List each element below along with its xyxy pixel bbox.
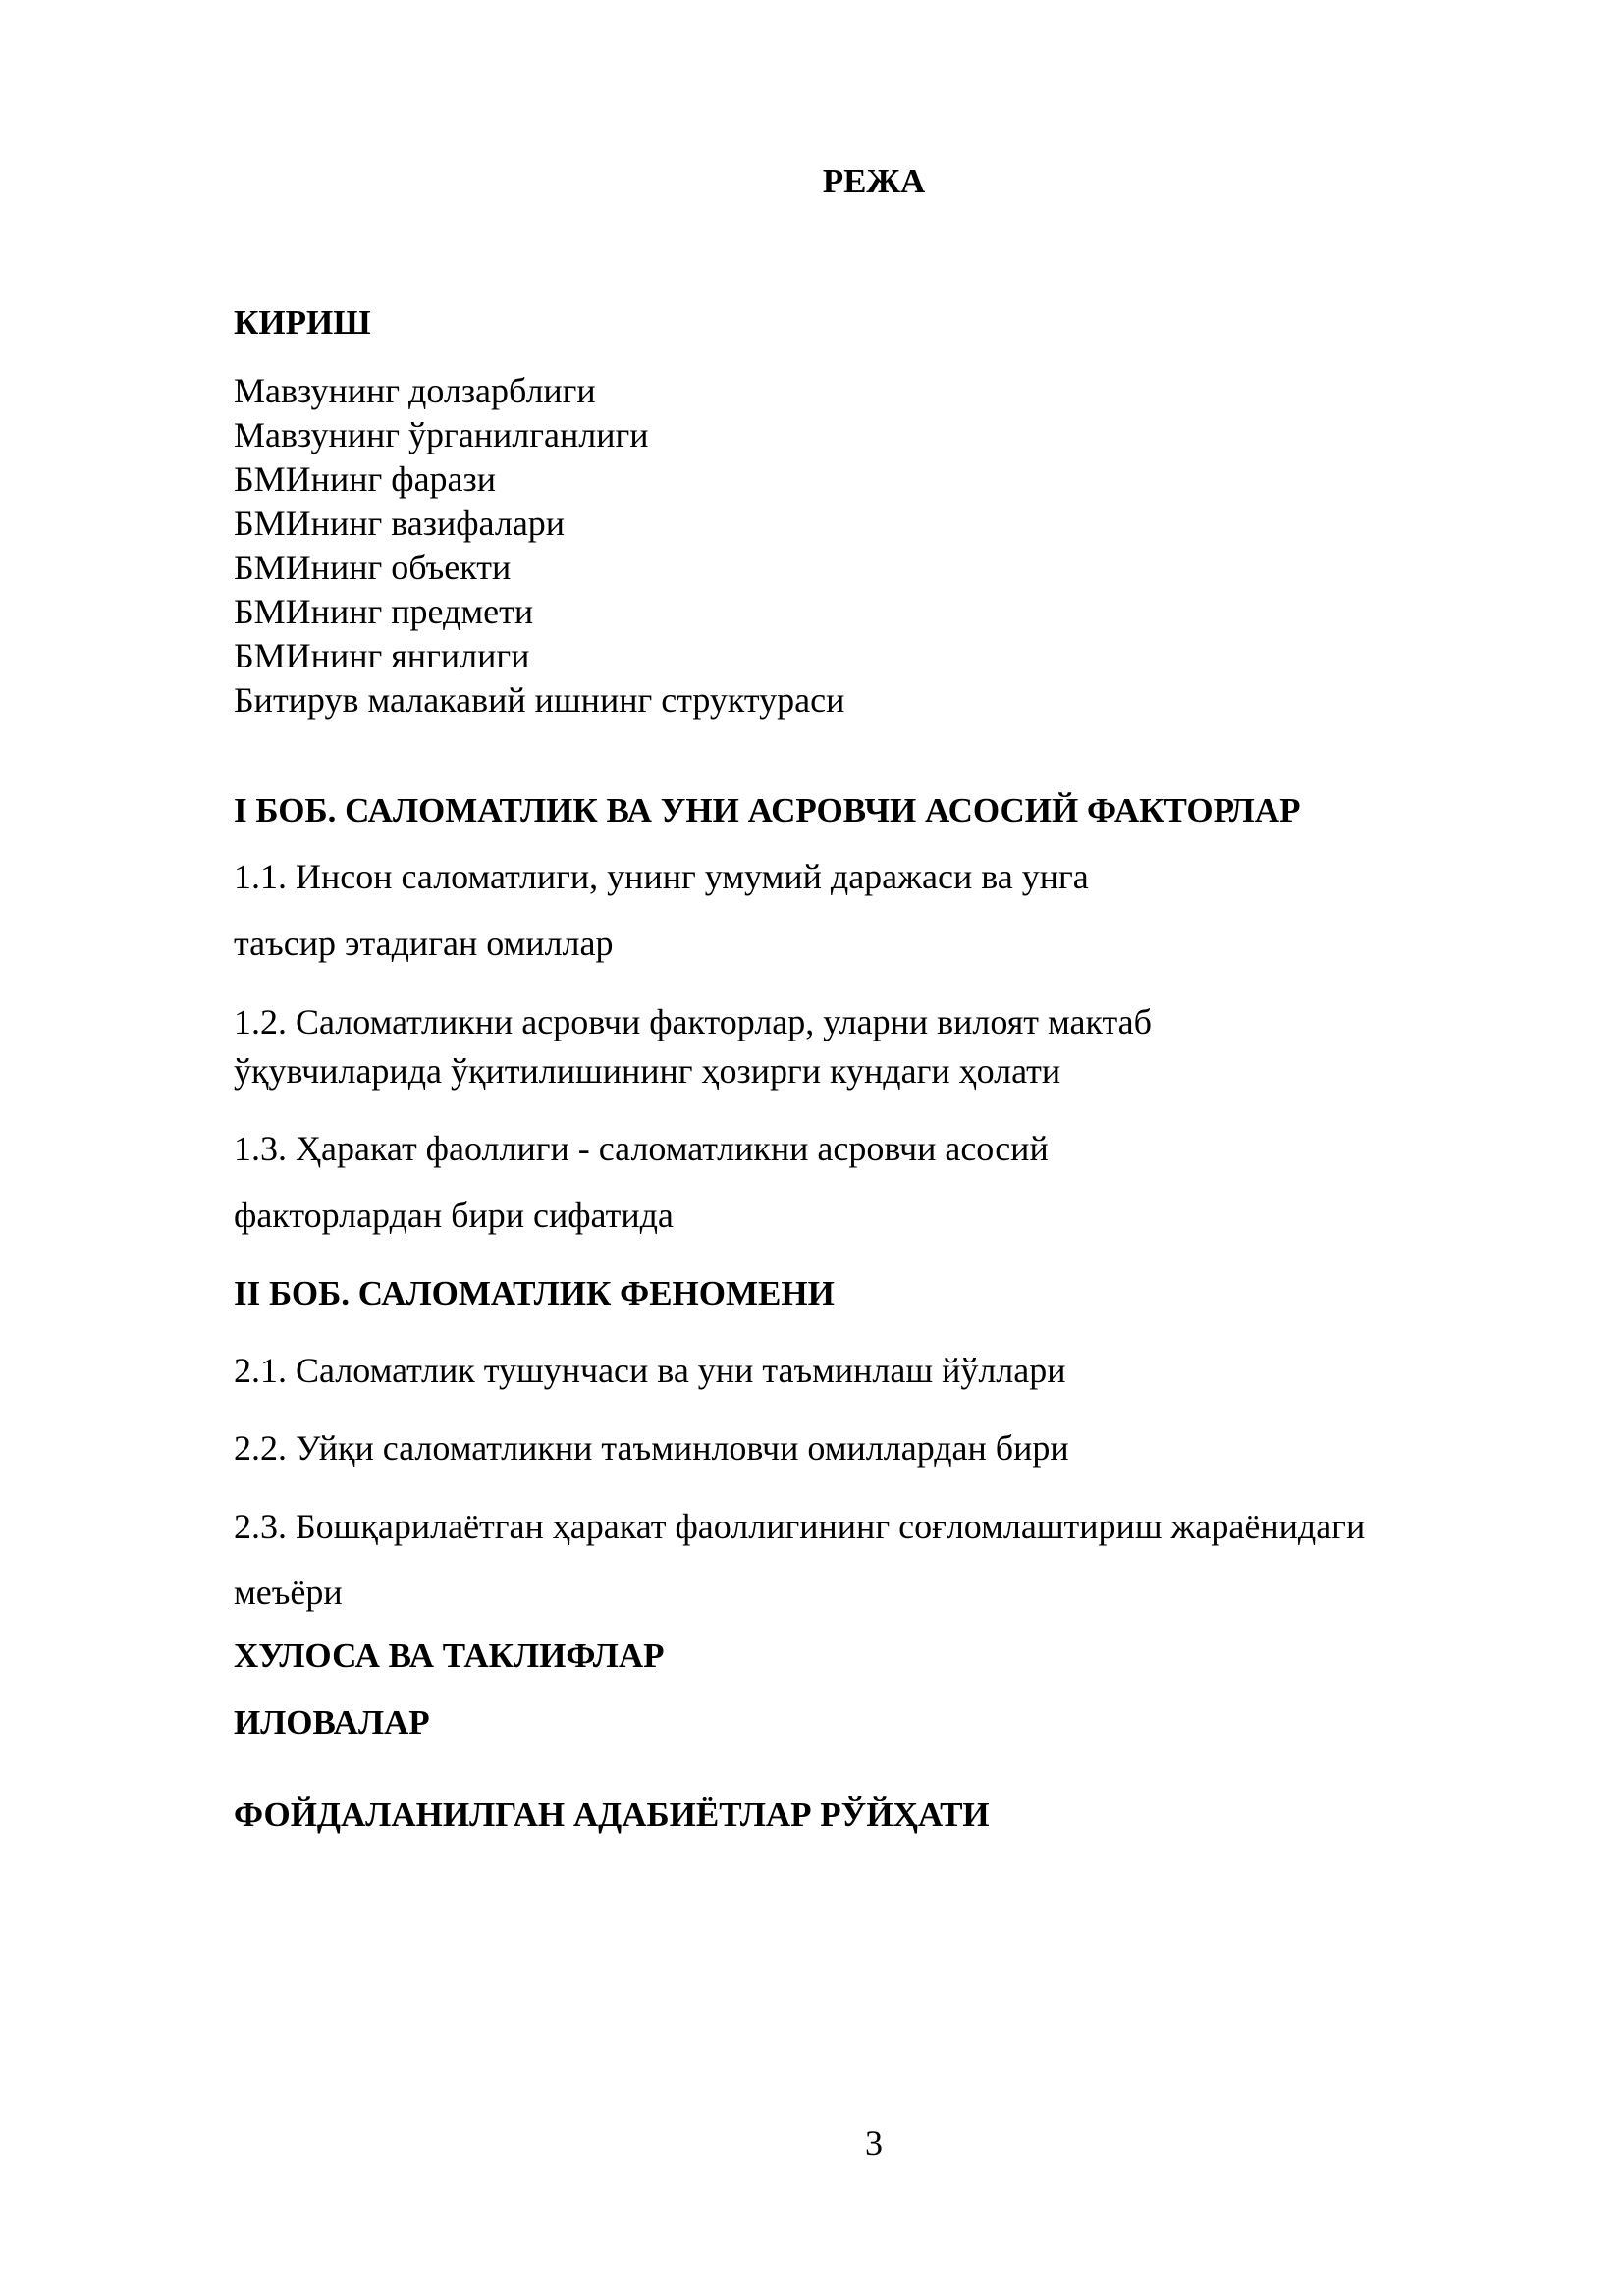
intro-item-tasks: БМИнинг вазифалари — [234, 504, 566, 543]
chapter1-section1-line1: 1.1. Инсон саломатлиги, унинг умумий даражаси ва унга — [234, 857, 1089, 896]
appendices-heading: ИЛОВАЛАР — [234, 1703, 430, 1741]
chapter1-section1-line2: таъсир этадиган омиллар — [234, 924, 614, 963]
references-heading: ФОЙДАЛАНИЛГАН АДАБИЁТЛАР РЎЙҲАТИ — [234, 1795, 990, 1834]
chapter2-heading: II БОБ. САЛОМАТЛИК ФЕНОМЕНИ — [234, 1274, 835, 1312]
conclusion-heading: ХУЛОСА ВА ТАКЛИФЛАР — [234, 1636, 665, 1675]
chapter1-section2-line1: 1.2. Саломатликни асровчи факторлар, уларни вилоят мактаб — [234, 1002, 1152, 1041]
chapter1-section3-line1: 1.3. Ҳаракат фаоллиги - саломатликни асровчи асосий — [234, 1129, 1049, 1168]
chapter2-section3-line1: 2.3. Бошқарилаётган ҳаракат фаоллигининг соғломлаштириш жараёнидаги — [234, 1507, 1366, 1546]
intro-heading: КИРИШ — [234, 303, 371, 342]
chapter2-section2: 2.2. Уйқи саломатликни таъминловчи омиллардан бири — [234, 1428, 1069, 1468]
intro-item-relevance: Мавзунинг долзарблиги — [234, 371, 596, 410]
intro-item-subject: БМИнинг предмети — [234, 592, 534, 631]
page-number: 3 — [865, 2123, 883, 2163]
intro-item-study-degree: Мавзунинг ўрганилганлиги — [234, 415, 649, 454]
chapter2-section1: 2.1. Саломатлик тушунчаси ва уни таъминлаш йўллари — [234, 1351, 1066, 1390]
chapter1-heading: I БОБ. САЛОМАТЛИК ВА УНИ АСРОВЧИ АСОСИЙ ФАКТОРЛАР — [234, 791, 1301, 829]
page-title: РЕЖА — [822, 162, 926, 200]
chapter2-section3-line2: меъёри — [234, 1573, 343, 1612]
intro-item-hypothesis: БМИнинг фарази — [234, 459, 497, 499]
intro-item-structure: Битирув малакавий ишнинг структураси — [234, 680, 845, 720]
chapter1-section3-line2: факторлардан бири сифатида — [234, 1196, 674, 1235]
intro-item-novelty: БМИнинг янгилиги — [234, 636, 530, 675]
intro-item-object: БМИнинг объекти — [234, 548, 512, 587]
chapter1-section2-line2: ўқувчиларида ўқитилишининг ҳозирги кундаги ҳолати — [234, 1051, 1061, 1091]
